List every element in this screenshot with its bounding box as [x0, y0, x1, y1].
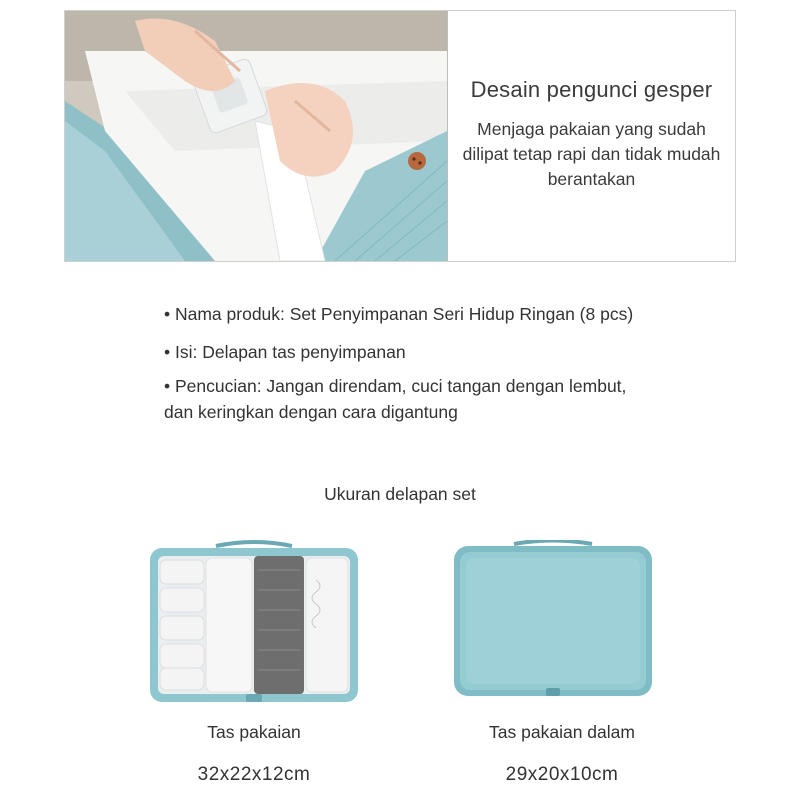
- banner-description: Menjaga pakaian yang sudah dilipat tetap rapi dan tidak mudah berantakan: [462, 119, 721, 189]
- bag-2-name: Tas pakaian dalam: [489, 722, 635, 742]
- sizes-title: Ukuran delapan set: [324, 484, 476, 504]
- bag-1-size: 32x22x12cm: [197, 764, 311, 785]
- detail-washing: [164, 373, 626, 425]
- clothes-bag-image: [146, 540, 362, 706]
- detail-washing-line-1: • Pencucian: Jangan direndam, cuci tangan dengan lembut,: [164, 376, 627, 396]
- detail-product-name: • Nama produk: Set Penyimpanan Seri Hidup Ringan (8 pcs): [164, 304, 634, 324]
- bag-1-name: Tas pakaian: [207, 722, 301, 742]
- detail-washing-line-2: dan keringkan dengan cara digantung: [164, 402, 458, 422]
- underwear-bag-image: [452, 540, 654, 700]
- banner-title: Desain pengunci gesper: [470, 77, 713, 102]
- detail-contents: • Isi: Delapan tas penyimpanan: [164, 342, 406, 362]
- buckle-photo: [65, 11, 447, 261]
- banner-text-panel: [448, 11, 735, 261]
- feature-banner: [64, 10, 736, 262]
- bag-2-size: 29x20x10cm: [505, 764, 619, 785]
